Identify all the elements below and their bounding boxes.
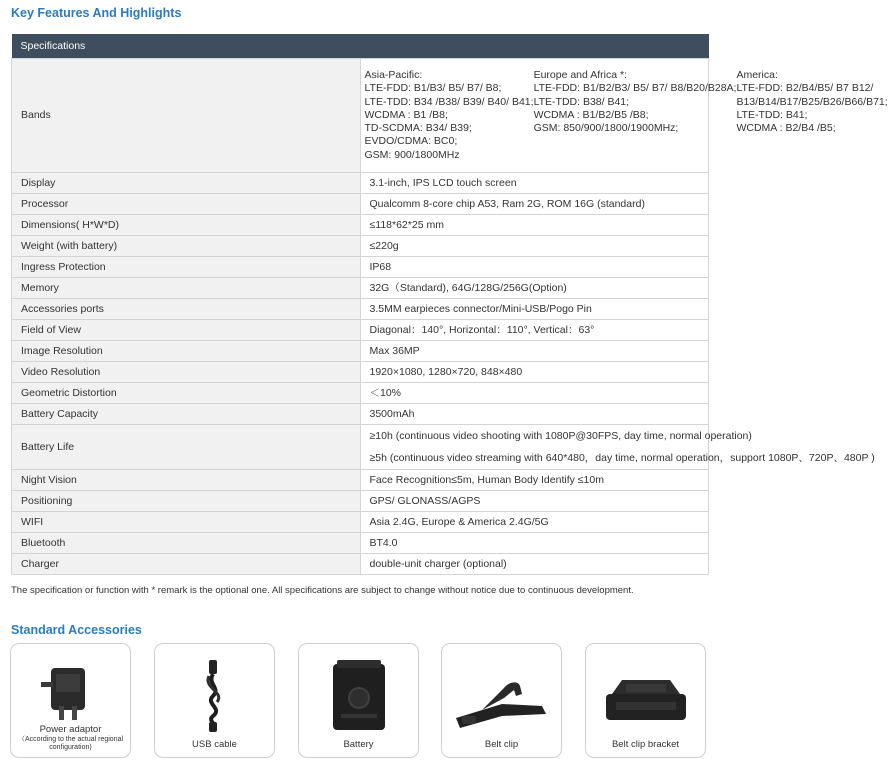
table-row xyxy=(12,59,709,173)
accessory-note: （According to the actual regional configuration) xyxy=(17,736,124,751)
table-row xyxy=(12,512,709,533)
bands-europe-africa: Europe and Africa *: LTE-FDD: B1/B2/B3/ B5/ B7/ B8/B20/B28A; LTE-TDD: B38/ B41; WCDMA : B1/B2/B5 /B8; GSM: 850/900/1800/1900MHz; xyxy=(533,68,737,135)
disclaimer-note: The specification or function with * remark is the optional one. All specifications are subject to change without notice due to continuous development. xyxy=(11,585,634,596)
row-label: Ingress Protection xyxy=(12,257,361,278)
row-label: Battery Capacity xyxy=(12,404,361,425)
battery-image xyxy=(299,654,418,734)
row-value: GPS/ GLONASS/AGPS xyxy=(360,491,709,512)
accessory-label: Belt clip bracket xyxy=(611,739,680,750)
row-label: Processor xyxy=(12,194,361,215)
row-label: Positioning xyxy=(12,491,361,512)
row-label-bands: Bands xyxy=(12,59,361,173)
row-value: 3.5MM earpieces connector/Mini-USB/Pogo Pin xyxy=(360,299,709,320)
usb-cable-image xyxy=(155,654,274,734)
table-row xyxy=(12,425,709,470)
row-label: Bluetooth xyxy=(12,533,361,554)
table-row xyxy=(12,320,709,341)
table-row xyxy=(12,383,709,404)
accessory-card-belt-clip-bracket xyxy=(585,643,706,758)
row-label: Night Vision xyxy=(12,470,361,491)
row-value: BT4.0 xyxy=(360,533,709,554)
standard-accessories-heading: Standard Accessories xyxy=(11,623,142,637)
specifications-table xyxy=(11,34,888,575)
bands-asia-pacific: Asia-Pacific: LTE-FDD: B1/B3/ B5/ B7/ B8; LTE-TDD: B34 /B38/ B39/ B40/ B41; WCDMA : B1 /B8; TD-SCDMA: B34/ B39; EVDO/CDMA: BC0; GSM: 900/1800MHz xyxy=(364,68,534,161)
row-value: Face Recognition≤5m, Human Body Identify ≤10m xyxy=(360,470,709,491)
bands-value xyxy=(360,59,888,173)
row-label: WIFI xyxy=(12,512,361,533)
power-adaptor-image xyxy=(11,654,130,734)
accessory-label: USB cable xyxy=(192,739,237,750)
table-row xyxy=(12,194,709,215)
accessory-card-belt-clip xyxy=(441,643,562,758)
row-value: ≤220g xyxy=(360,236,709,257)
row-label: Image Resolution xyxy=(12,341,361,362)
row-value: IP68 xyxy=(360,257,709,278)
battery-life-line: ≥10h (continuous video shooting with 1080P@30FPS, day time, normal operation) xyxy=(369,430,752,442)
row-value: Max 36MP xyxy=(360,341,709,362)
row-label: Accessories ports xyxy=(12,299,361,320)
specifications-header: Specifications xyxy=(12,34,709,59)
accessory-card-usb-cable xyxy=(154,643,275,758)
table-row xyxy=(12,554,709,575)
key-features-heading: Key Features And Highlights xyxy=(11,6,182,20)
battery-life-value xyxy=(360,425,875,470)
table-row xyxy=(12,362,709,383)
table-row xyxy=(12,491,709,512)
row-label: Dimensions( H*W*D) xyxy=(12,215,361,236)
row-value: 3.1-inch, IPS LCD touch screen xyxy=(360,173,709,194)
row-label: Memory xyxy=(12,278,361,299)
accessory-label: Power adaptor xyxy=(39,724,102,735)
table-row xyxy=(12,533,709,554)
belt-clip-bracket-image xyxy=(586,654,705,734)
row-label: Video Resolution xyxy=(12,362,361,383)
accessory-card-power-adaptor xyxy=(10,643,131,758)
accessory-label: Battery xyxy=(343,739,374,750)
row-value: ≤118*62*25 mm xyxy=(360,215,709,236)
row-value: double-unit charger (optional) xyxy=(360,554,709,575)
table-row xyxy=(12,470,709,491)
table-row xyxy=(12,173,709,194)
row-value: Qualcomm 8-core chip A53, Ram 2G, ROM 16G (standard) xyxy=(360,194,709,215)
table-row xyxy=(12,215,709,236)
row-value: 32G（Standard), 64G/128G/256G(Option) xyxy=(360,278,709,299)
row-value: ＜10% xyxy=(360,383,709,404)
row-label: Weight (with battery) xyxy=(12,236,361,257)
row-label: Field of View xyxy=(12,320,361,341)
table-row xyxy=(12,257,709,278)
row-label-battery-life: Battery Life xyxy=(12,425,361,470)
row-label: Geometric Distortion xyxy=(12,383,361,404)
row-label: Display xyxy=(12,173,361,194)
table-row xyxy=(12,299,709,320)
table-row xyxy=(12,278,709,299)
battery-life-line: ≥5h (continuous video streaming with 640*480，day time, normal operation，support 1080P、720P、480P ) xyxy=(369,452,875,464)
accessory-label: Belt clip xyxy=(484,739,519,750)
row-value: Asia 2.4G, Europe & America 2.4G/5G xyxy=(360,512,709,533)
belt-clip-image xyxy=(442,654,561,734)
table-row xyxy=(12,404,709,425)
table-row xyxy=(12,341,709,362)
row-label: Charger xyxy=(12,554,361,575)
row-value: 3500mAh xyxy=(360,404,709,425)
row-value: 1920×1080, 1280×720, 848×480 xyxy=(360,362,709,383)
accessory-card-battery xyxy=(298,643,419,758)
bands-america: America: LTE-FDD: B2/B4/B5/ B7 B12/ B13/B14/B17/B25/B26/B66/B71; LTE-TDD: B41; WCDMA : B2/B4 /B5; xyxy=(736,68,888,135)
table-row xyxy=(12,236,709,257)
row-value: Diagonal：140°, Horizontal：110°, Vertical：63° xyxy=(360,320,709,341)
